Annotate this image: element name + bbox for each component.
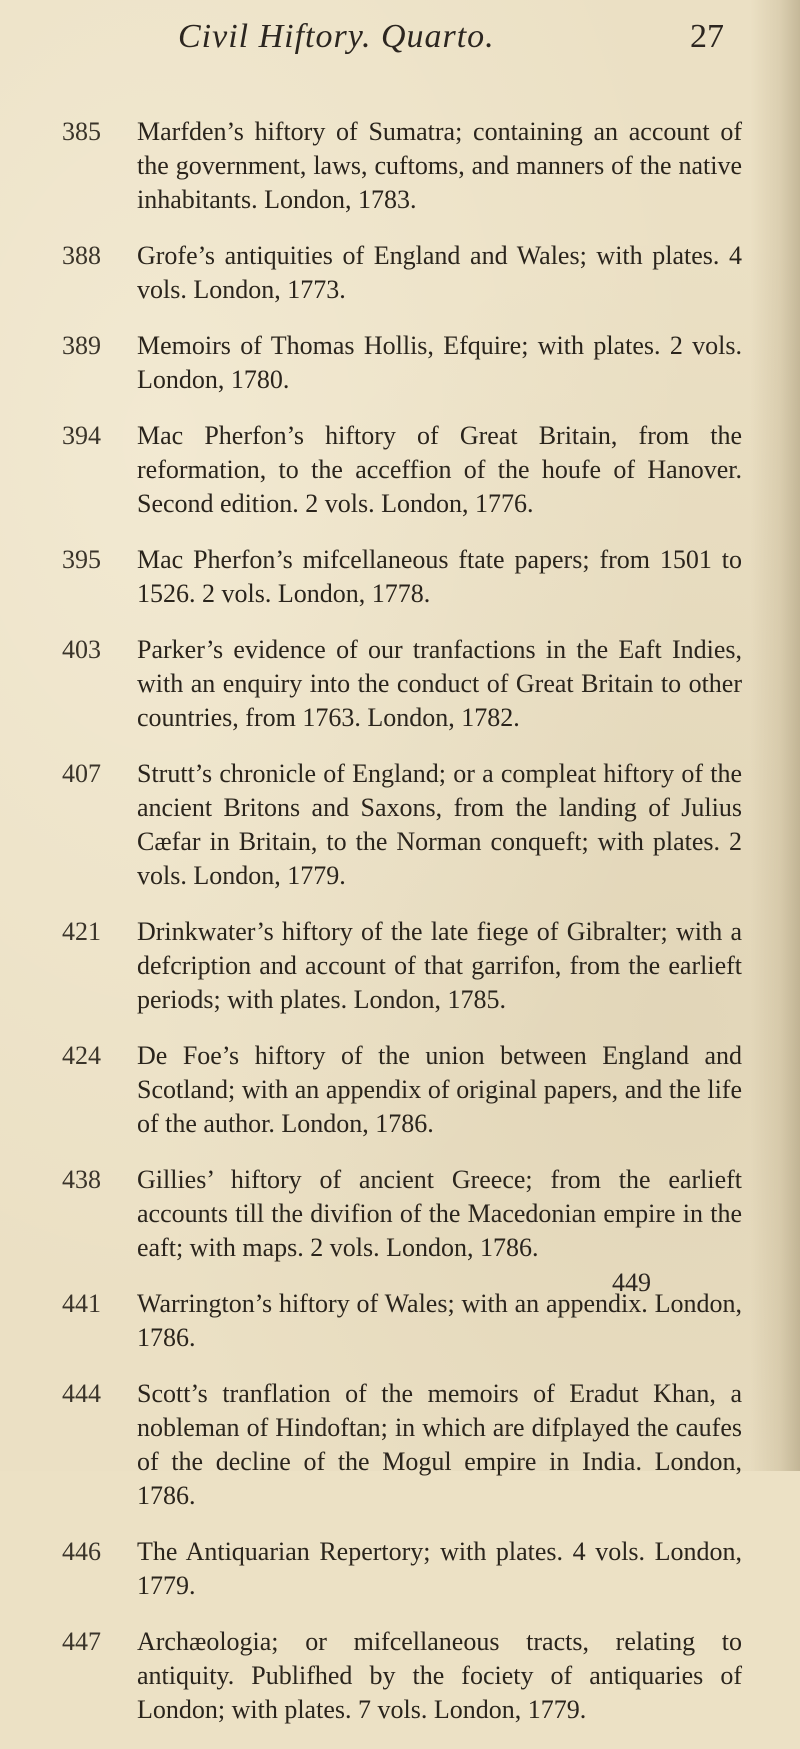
entry-number: 446 — [62, 1537, 101, 1566]
entry-number: 407 — [62, 759, 101, 788]
entry-text: De Foe’s hiftory of the union between England and Scotland; with an appendix of original papers, and the life of the author. London, 1786. — [137, 1041, 742, 1138]
entry-number: 395 — [62, 545, 101, 574]
page-number: 27 — [690, 18, 724, 55]
entry-number: 403 — [62, 635, 101, 664]
entry-number: 441 — [62, 1289, 101, 1318]
entry-number: 438 — [62, 1165, 101, 1194]
catalogue-entry — [62, 633, 742, 735]
catalogue-entries — [62, 115, 742, 1749]
catalogue-entry — [62, 1163, 742, 1265]
entry-text: The Antiquarian Repertory; with plates. 4 vols. London, 1779. — [137, 1537, 742, 1600]
entry-number: 421 — [62, 917, 101, 946]
catalogue-entry — [62, 1377, 742, 1513]
entry-text: Grofe’s antiquities of England and Wales; with plates. 4 vols. London, 1773. — [137, 241, 742, 304]
catalogue-entry — [62, 115, 742, 217]
entry-number: 424 — [62, 1041, 101, 1070]
entry-text: Mac Pherfon’s mifcellaneous ftate papers; from 1501 to 1526. 2 vols. London, 1778. — [137, 545, 742, 608]
entry-text: Marfden’s hiftory of Sumatra; containing an account of the government, laws, cuftoms, and manners of the native inhabitants. London, 1783. — [137, 117, 742, 214]
catalogue-entry — [62, 239, 742, 307]
entry-text: Scott’s tranflation of the memoirs of Eradut Khan, a nobleman of Hindoftan; in which are difplayed the caufes of the decline of the Mogul empire in India. London, 1786. — [137, 1379, 742, 1510]
catalogue-entry — [62, 1039, 742, 1141]
entry-text: Mac Pherfon’s hiftory of Great Britain, from the reformation, to the acceffion of the houfe of Hanover. Second edition. 2 vols. London, 1776. — [137, 421, 742, 518]
catchword: 449 — [612, 1268, 651, 1297]
entry-number: 389 — [62, 331, 101, 360]
entry-text: Strutt’s chronicle of England; or a compleat hiftory of the ancient Britons and Saxons, from the landing of Julius Cæfar in Britain, to the Norman conqueft; with plates. 2 vols. London, 1779. — [137, 759, 742, 890]
running-head — [0, 10, 800, 70]
catalogue-entry — [62, 419, 742, 521]
catalogue-entry — [62, 1535, 742, 1603]
catalogue-entry — [62, 1625, 742, 1727]
catalogue-entry — [62, 329, 742, 397]
entry-number: 394 — [62, 421, 101, 450]
entry-number: 385 — [62, 117, 101, 146]
catalogue-entry — [62, 915, 742, 1017]
entry-text: Archæologia; or mifcellaneous tracts, relating to antiquity. Publifhed by the fociety of antiquaries of London; with plates. 7 vols. London, 1779. — [137, 1627, 742, 1724]
entry-number: 388 — [62, 241, 101, 270]
entry-number: 444 — [62, 1379, 101, 1408]
catalogue-entry — [62, 543, 742, 611]
entry-text: Drinkwater’s hiftory of the late fiege of Gibralter; with a defcription and account of that garrifon, from the earlieft periods; with plates. London, 1785. — [137, 917, 742, 1014]
entry-text: Gillies’ hiftory of ancient Greece; from the earlieft accounts till the divifion of the Macedonian empire in the eaft; with maps. 2 vols. London, 1786. — [137, 1165, 742, 1262]
entry-text: Warrington’s hiftory of Wales; with an appendix. London, 1786. — [137, 1289, 742, 1352]
catalogue-entry — [62, 757, 742, 893]
entry-text: Memoirs of Thomas Hollis, Efquire; with plates. 2 vols. London, 1780. — [137, 331, 742, 394]
running-head-title: Civil Hiftory. Quarto. — [178, 18, 495, 55]
entry-number: 447 — [62, 1627, 101, 1656]
entry-text: Parker’s evidence of our tranfactions in the Eaft Indies, with an enquiry into the conduct of Great Britain to other countries, from 1763. London, 1782. — [137, 635, 742, 732]
page-edge-shadow — [750, 0, 800, 1471]
